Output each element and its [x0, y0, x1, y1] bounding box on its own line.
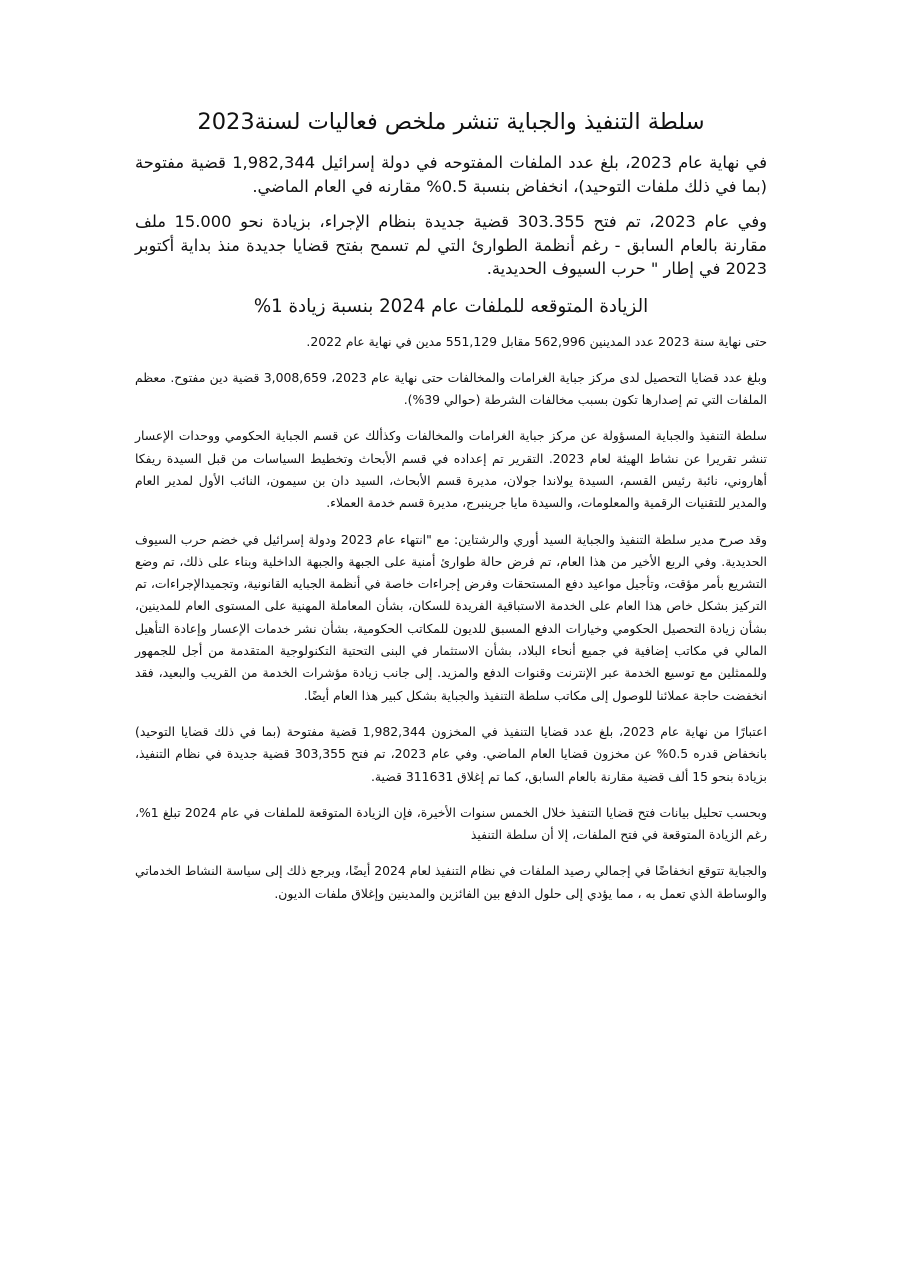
section-subtitle: الزيادة المتوقعه للملفات عام 2024 بنسبة زيادة 1% [253, 295, 649, 317]
lead-paragraph-1: في نهاية عام 2023، بلغ عدد الملفات المفتوحه في دولة إسرائيل 1,982,344 قضية مفتوحة (بما في ذلك ملفات التوحيد)، انخفاض بنسبة 0.5% مقارنه في العام الماضي. [135, 153, 767, 196]
body-paragraph-fines-center: وبلغ عدد قضايا التحصيل لدى مركز جباية الغرامات والمخالفات حتى نهاية عام 2023، 3,008,659 قضية دين مفتوح. معظم الملفات التي تم إصدارها تكون بسبب مخالفات الشرطة (حوالي 39%). [135, 369, 767, 408]
body-paragraph-forecast: وبحسب تحليل بيانات فتح قضايا التنفيذ خلال الخمس سنوات الأخيرة، فإن الزيادة المتوقعة للملفات في عام 2024 تبلغ 1%، رغم الزيادة المتوقعة في فتح الملفات، إلا أن سلطة التنفيذ [135, 804, 767, 843]
body-paragraph-debtors: حتى نهاية سنة 2023 عدد المدينين 562,996 مقابل 551,129 مدين في نهاية عام 2022. [306, 333, 767, 349]
body-paragraph-policy: والجباية تتوقع انخفاضًا في إجمالي رصيد الملفات في نظام التنفيذ لعام 2024 أيضًا، ويرجع ذلك إلى سياسة النشاط الخدماتي والوساطة الذي تعمل به ، مما يؤدي إلى حلول الدفع بين الفائزين والمدينين وإغلاق ملفات الديون. [135, 863, 768, 901]
body-paragraph-report-authors: سلطة التنفيذ والجباية المسؤولة عن مركز جباية الغرامات والمخالفات وكذألك عن قسم الجباية الحكومي ووحدات الإعسار تنشر تقريرا عن نشاط الهيئة لعام 2023. التقرير تم إعداده في قسم الأبحاث وتخطيط السياسات من قبل السيدة ريفكا أهاروني، نائبة رئيس القسم، السيدة يولاندا جولان، مديرة قسم الأبحاث، السيد دان بن سيمون، النائب الأول لمدير العام والمدير للتقنيات الرقمية والمعلومات، والسيدة مايا جرينبرج، مديرة قسم خدمة العملاء. [135, 428, 767, 511]
lead-paragraph-2: وفي عام 2023، تم فتح 303.355 قضية جديدة بنظام الإجراء، بزيادة نحو 15.000 ملف مقارنة بالعام السابق - رغم أنظمة الطوارئ التي لم تسمح بفتح قضايا جديدة منذ بداية أكتوبر 2023 في إطار " حرب السيوف الحديدية. [135, 212, 767, 278]
document-page [135, 105, 767, 919]
body-paragraph-director-statement: وقد صرح مدير سلطة التنفيذ والجباية السيد أوري والرشتاين: مع "انتهاء عام 2023 ودولة إسرائيل في خضم حرب السيوف الحديدية. وفي الربع الأخير من هذا العام، تم فرض حالة طوارئ أمنية على الجبهة والجبهة الداخلية وبناء على ذلك، تم وضع التشريع بأمر مؤقت، وتأجيل مواعيد دفع المستحقات وفرض إجراءات خاصة في أنظمة الجبايه القانونية، وتجميدالإجراءات، تم التركيز بشكل خاص هذا العام على الخدمة الاستباقية الفريدة للسكان، بشأن المعاملة المهنية على المستوى العام للمدينين، بشأن زيادة التحصيل الحكومي وخيارات الدفع المسبق للديون للمكاتب الحكومية، بشأن نشر خدمات الإعسار وإعادة التأهيل المالي في مكاتب إضافية في جميع أنحاء البلاد، بشأن الاستثمار في البنى التحتية التكنولوجية المتقدمة من أجل للجمهور وللممثلين مع توسيع الخدمة عبر الإنترنت وقنوات الدفع والمزيد. إلى جانب زيادة مؤشرات الخدمة من القريب والبعيد، فقد انخفضت حاجة عملائنا للوصول إلى مكاتب سلطة التنفيذ والجباية بشكل كبير هذا العام أيضًا. [135, 531, 767, 703]
body-paragraph-inventory: اعتبارًا من نهاية عام 2023، بلغ عدد قضايا التنفيذ في المخزون 1,982,344 قضية مفتوحة (بما في ذلك قضايا التوحيد) بانخفاض قدره 0.5% عن مخزون قضايا العام الماضي. وفي عام 2023، تم فتح 303,355 قضية جديدة في نظام التنفيذ، بزيادة بنحو 15 ألف قضية مقارنة بالعام السابق، كما تم إغلاق 311631 قضية. [135, 723, 767, 784]
document-title: سلطة التنفيذ والجباية تنشر ملخص فعاليات لسنة2023 [197, 109, 705, 135]
